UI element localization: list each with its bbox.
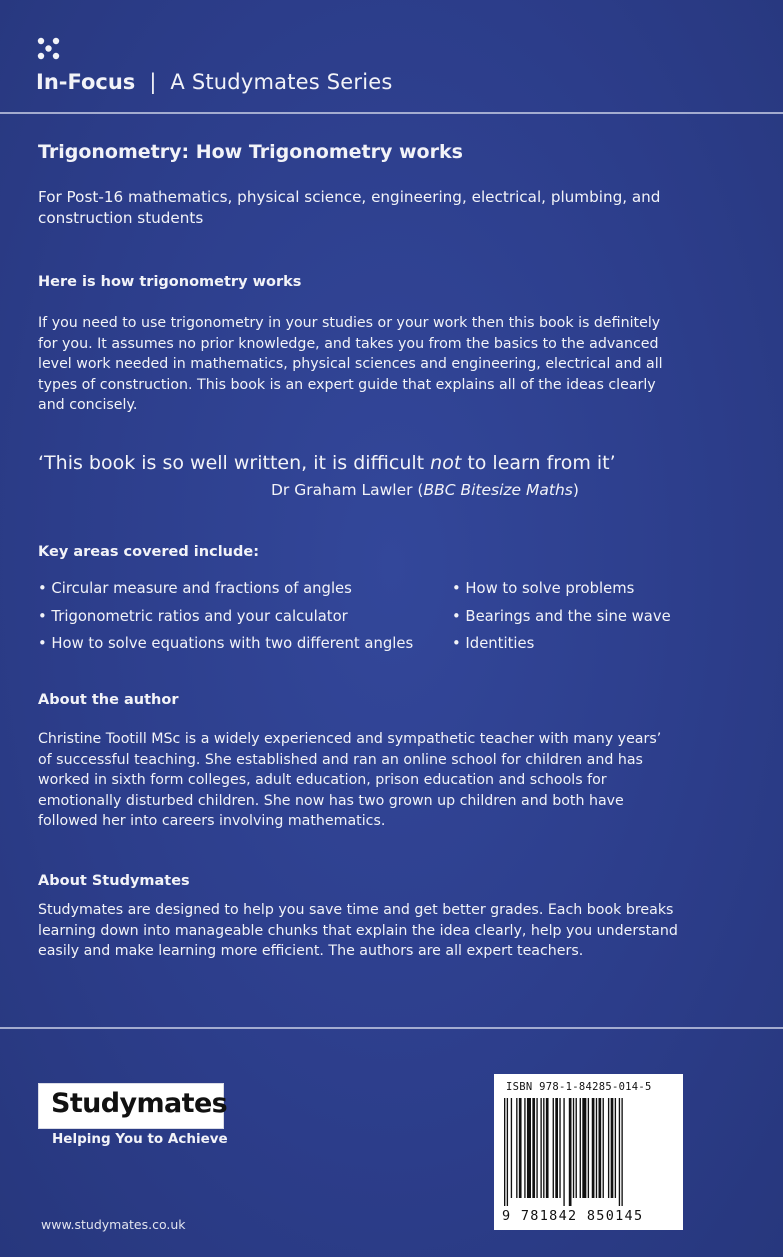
barcode-bar (516, 1098, 517, 1198)
barcode-bar (524, 1098, 525, 1198)
quote-before: ‘This book is so well written, it is difficult (38, 452, 431, 474)
series-header (36, 70, 393, 94)
review-quote (38, 452, 616, 474)
list-item: • Bearings and the sine wave (452, 607, 671, 625)
barcode-bar (546, 1098, 549, 1198)
barcode-icon (504, 1098, 674, 1206)
list-item: • Identities (452, 635, 535, 652)
key-areas-list-right (452, 579, 671, 662)
book-title: Trigonometry: How Trigonometry works (38, 141, 463, 163)
barcode-bar (540, 1098, 541, 1198)
barcode-bar (588, 1098, 589, 1198)
list-item: • Circular measure and fractions of angles (38, 580, 352, 597)
how-heading: Here is how trigonometry works (38, 274, 302, 290)
series-separator: | (149, 70, 157, 94)
barcode-bar (511, 1098, 512, 1198)
series-brand: In-Focus (36, 70, 136, 94)
barcode-bar (592, 1098, 595, 1198)
in-focus-logo-icon (36, 36, 64, 64)
publisher-tagline: Helping You to Achieve (52, 1131, 228, 1147)
barcode-bar (507, 1098, 508, 1206)
key-areas-list-left (38, 579, 413, 662)
barcode-bar (621, 1098, 622, 1206)
barcode-bar (580, 1098, 581, 1198)
barcode-panel (494, 1074, 683, 1230)
barcode-bar (519, 1098, 522, 1198)
about-studymates-body: Studymates are designed to help you save time and get better grades. Each book breaks learning down into manageable chunks that explain the idea clearly, help you understand easily and make learning more efficient. The authors are all expert teachers. (38, 902, 678, 959)
barcode-digits: 9 781842 850145 (502, 1208, 644, 1224)
about-author-heading: About the author (38, 692, 179, 708)
barcode-bar (603, 1098, 604, 1198)
list-item: • How to solve problems (452, 580, 635, 597)
barcode-bar (615, 1098, 616, 1198)
studymates-logo (38, 1083, 228, 1129)
barcode-bar (611, 1098, 614, 1198)
list-item: • Trigonometric ratios and your calculator (38, 607, 348, 625)
key-areas-heading: Key areas covered include: (38, 544, 259, 560)
top-divider (0, 112, 783, 114)
isbn-text: ISBN 978-1-84285-014-5 (506, 1081, 652, 1093)
quote-close: ) (572, 481, 579, 499)
bottom-divider (0, 1027, 783, 1029)
barcode-bar (563, 1098, 564, 1206)
quote-source: BBC Bitesize Maths (423, 481, 573, 499)
barcode-bar (532, 1098, 535, 1198)
series-name: A Studymates Series (170, 70, 393, 94)
barcode-bar (555, 1098, 558, 1198)
barcode-bar (569, 1098, 572, 1206)
barcode-bar (599, 1098, 602, 1198)
barcode-bar (582, 1098, 586, 1198)
barcode-bar (504, 1098, 505, 1206)
audience-text: For Post-16 mathematics, physical science, engineering, electrical, plumbing, and construction students (38, 188, 661, 227)
barcode-bar (527, 1098, 531, 1198)
barcode-bar (619, 1098, 620, 1206)
quote-after: to learn from it’ (461, 452, 616, 474)
about-studymates-heading: About Studymates (38, 873, 190, 889)
barcode-bar (596, 1098, 597, 1198)
barcode-bar (536, 1098, 537, 1198)
list-item: • How to solve equations with two different angles (38, 635, 414, 652)
how-body: If you need to use trigonometry in your studies or your work then this book is definitely for you. It assumes no prior knowledge, and takes you from the basics to the advanced level work needed in mathematics, physical sciences and engineering, electrical and all types of construction. This book is an expert guide that explains all of the ideas clearly and concisely. (38, 315, 663, 413)
barcode-bar (576, 1098, 577, 1198)
barcode-bar (559, 1098, 560, 1198)
barcode-bar (543, 1098, 544, 1198)
barcode-bar (608, 1098, 609, 1198)
quote-attribution (271, 481, 579, 499)
about-author-body: Christine Tootill MSc is a widely experienced and sympathetic teacher with many years’ of successful teaching. She established and ran an online school for children and has worked in sixth form colleges, adult education, prison education and schools for emotionally disturbed children. She now has two grown up children and both have followed her into careers involving mathematics. (38, 731, 662, 829)
barcode-bar (553, 1098, 554, 1198)
quote-author: Dr Graham Lawler ( (271, 481, 424, 499)
barcode-bar (573, 1098, 574, 1198)
quote-emphasis: not (430, 452, 462, 474)
studymates-logo-text: Studymates (51, 1088, 228, 1119)
publisher-website: www.studymates.co.uk (41, 1217, 186, 1232)
